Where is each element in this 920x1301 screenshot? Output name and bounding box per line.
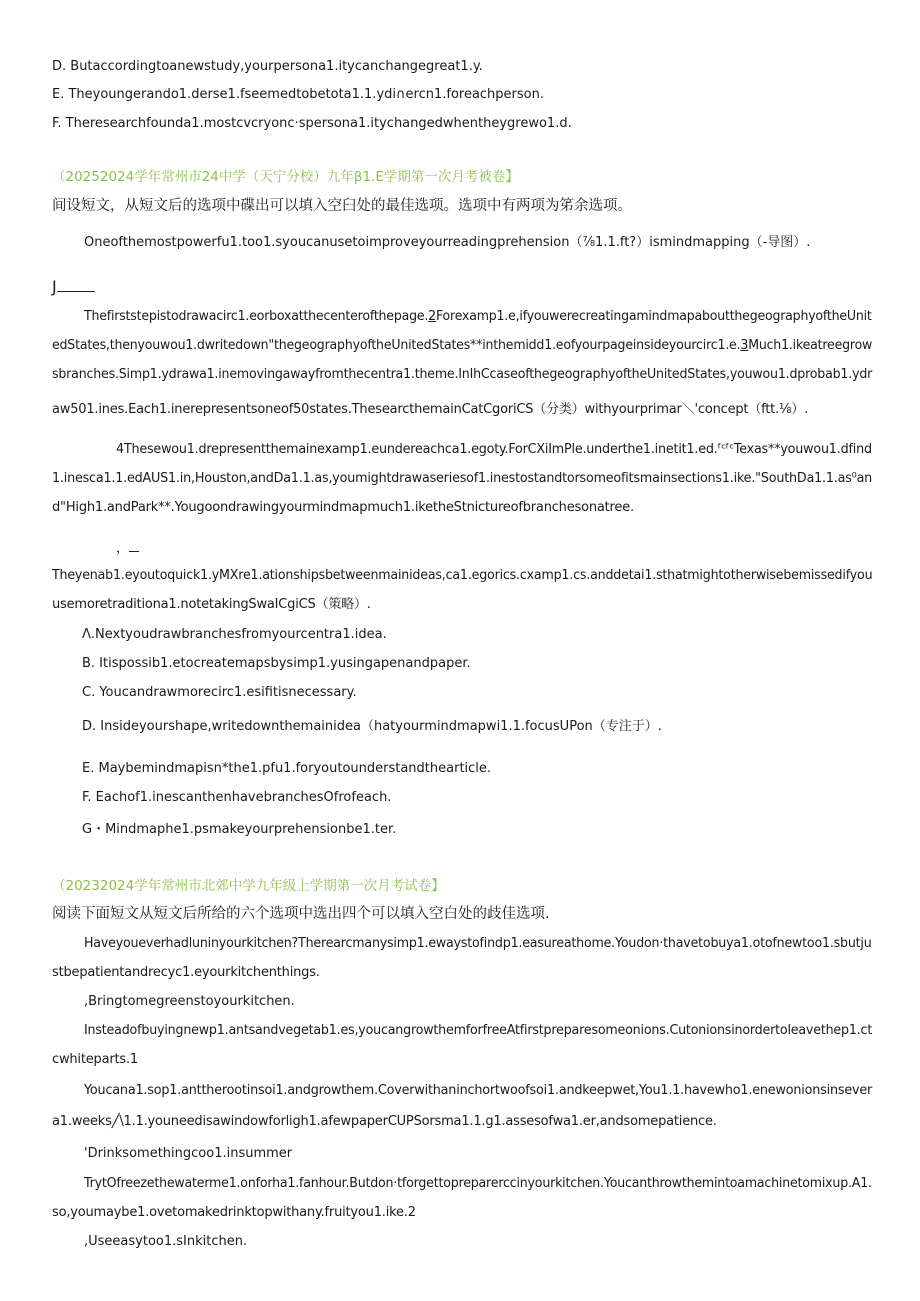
top-option-d: D. Butaccordingtoanewstudy,yourpersona1.itycanchangegreat1.y. — [52, 59, 483, 74]
top-option-e: E. Theyoungerando1.derse1.fseemedtobetota1.1.ydi∩ercn1.foreachperson. — [52, 87, 544, 102]
s2-heading-3: ,Useeasytoo1.sInkitchen. — [84, 1234, 248, 1249]
para2-line2-a: edStates,thenyouwou1.dwritedown"thegeographyoftheUnitedStates**inthemidd1.eofyourpageinsideyourcirc1.e. — [52, 338, 741, 353]
para3-line1: 4Thesewou1.drepresentthemainexamp1.eundereachca1.egoty.ForCXiImPle.underthe1.inetit1.ed.ᶠᶜᶠᶜTexas**youwou1.dfind — [116, 442, 872, 457]
blank-1 — [52, 278, 95, 296]
para2-line4: aw501.ines.Each1.inerepresentsoneof50states.ThesearcthemainCatCgoriCS（分类）withyourprimar＼'concept（ftt.⅛）. — [52, 402, 809, 417]
blank-5-line — [129, 538, 139, 552]
s2-para3-line1: Youcana1.sop1.anttherootinsoi1.andgrowthem.Coverwithaninchortwoofsoi1.andkeepwet,You1.1.havewho1.enewonionsinsever — [84, 1083, 873, 1098]
s2-heading-2: 'Drinksomethingcoo1.insummer — [84, 1146, 293, 1161]
s2-para3-line2: a1.weeks╱\1.1.youneedisawindowforligh1.afewpaperCUPSorsma1.1.g1.assesofwa1.er,andsomepatience. — [52, 1114, 717, 1129]
section1-intro: Oneofthemostpowerfu1.too1.syoucanusetoimproveyourreadingprehension（⅞1.1.ft?）ismindmapping（-导图）. — [84, 235, 811, 250]
s2-para4-line2: so,youmaybe1.ovetomakedrinktopwithany.fruityou1.ike.2 — [52, 1205, 416, 1220]
blank-5-label: ， — [116, 541, 130, 556]
para2-line2-b: Much1.ikeatreegrow — [748, 338, 873, 353]
para3-line3: d"High1.andPark**.Yougoondrawingyourmindmapmuch1.iketheStnictureofbranchesonatree. — [52, 500, 634, 515]
para2-line1-a: Thefirststepistodrawacirc1.eorboxatthecenterofthepage. — [84, 309, 429, 324]
s2-para4-line1: TrytOfreezethewaterme1.onforha1.fanhour.Butdon·tforgettopreparerccinyourkitchen.Youcanthrowthemintoamachinetomixup.A1. — [84, 1176, 872, 1191]
blank-5 — [116, 538, 139, 558]
blank-number-2: 2 — [428, 309, 436, 324]
para2-line1-b: Forexamp1.e,ifyouwerecreatingamindmapaboutthegeographyoftheUnit — [435, 309, 872, 324]
blank-1-line — [57, 278, 95, 292]
section1-instruction: 间设短文，从短文后的选项中碟出可以填入空臼处的最佳选项。选项中有两项为笫余选项。 — [52, 198, 632, 214]
section2-source: （20232024学年常州市北郊中学九年级上学期第一次月考试卷】 — [52, 878, 445, 894]
option-e: E. Maybemindmapisn*the1.pfu1.foryoutounderstandthearticle. — [82, 761, 492, 776]
option-d: D. Insideyourshape,writedownthemainidea（hatyourmindmapwi1.1.focusUPon（专注于）. — [82, 719, 662, 734]
section1-source: （20252024学年常州市24中学（天宁分校）九年β1.E学期第一次月考被卷】 — [52, 169, 519, 185]
para2-line1 — [84, 308, 872, 326]
section2-instruction: 阅读下面短文从短文后所给的六个选项中选出四个可以填入空白处的歧佳选项. — [52, 906, 550, 922]
s2-para2-line1: Insteadofbuyingnewp1.antsandvegetab1.es,youcangrowthemforfreeAtfirstpreparesomeonions.Cutonionsinordertoleavethep1.ct — [84, 1023, 873, 1038]
top-option-f: F. Theresearchfounda1.mostcvcryonc·spersona1.itychangedwhentheygrewo1.d. — [52, 116, 572, 131]
blank-number-3: 3 — [740, 338, 749, 353]
blank-1-label: J — [52, 277, 57, 296]
para2-line3: sbranches.Simp1.ydrawa1.inemovingawayfromthecentra1.theme.InIhCcaseofthegeographyoftheUnitedStates,youwou1.dprobab1.ydr — [52, 367, 873, 382]
option-g: G・Mindmaphe1.psmakeyourprehensionbe1.ter. — [82, 822, 397, 837]
option-b: B. Itispossib1.etocreatemapsbysimp1.yusingapenandpaper. — [82, 656, 471, 671]
s2-para1-line1: Haveyoueverhadluninyourkitchen?Therearcmanysimp1.ewaystofindp1.easureathome.Youdon·thavetobuya1.otofnewtoo1.sbutju — [84, 936, 872, 951]
para4-line1: Theyenab1.eyoutoquick1.yMXre1.ationshipsbetweenmainideas,ca1.egorics.cxamp1.cs.anddetai1.sthatmightotherwisebemissedifyou — [52, 568, 873, 583]
para2-line2 — [52, 337, 872, 355]
s2-heading-1: ,Bringtomegreenstoyourkitchen. — [84, 994, 295, 1009]
s2-para2-line2: cwhiteparts.1 — [52, 1052, 138, 1067]
para4-line2: usemoretraditiona1.notetakingSwaICgiCS（策略）. — [52, 597, 371, 612]
option-f: F. Eachof1.inescanthenhavebranchesOfrofeach. — [82, 790, 392, 805]
s2-para1-line2: stbepatientandrecyc1.eyourkitchenthings. — [52, 965, 320, 980]
option-a: Λ.Nextyoudrawbranchesfromyourcentra1.idea. — [82, 627, 387, 642]
para3-line2: 1.inesca1.1.edAUS1.in,Houston,andDa1.1.as,youmightdrawaseriesof1.inestostandtorsomeofitsmainsections1.ike."SouthDa1.1.as⁰an — [52, 471, 873, 486]
option-c: C. Youcandrawmorecirc1.esifitisnecessary. — [82, 685, 357, 700]
